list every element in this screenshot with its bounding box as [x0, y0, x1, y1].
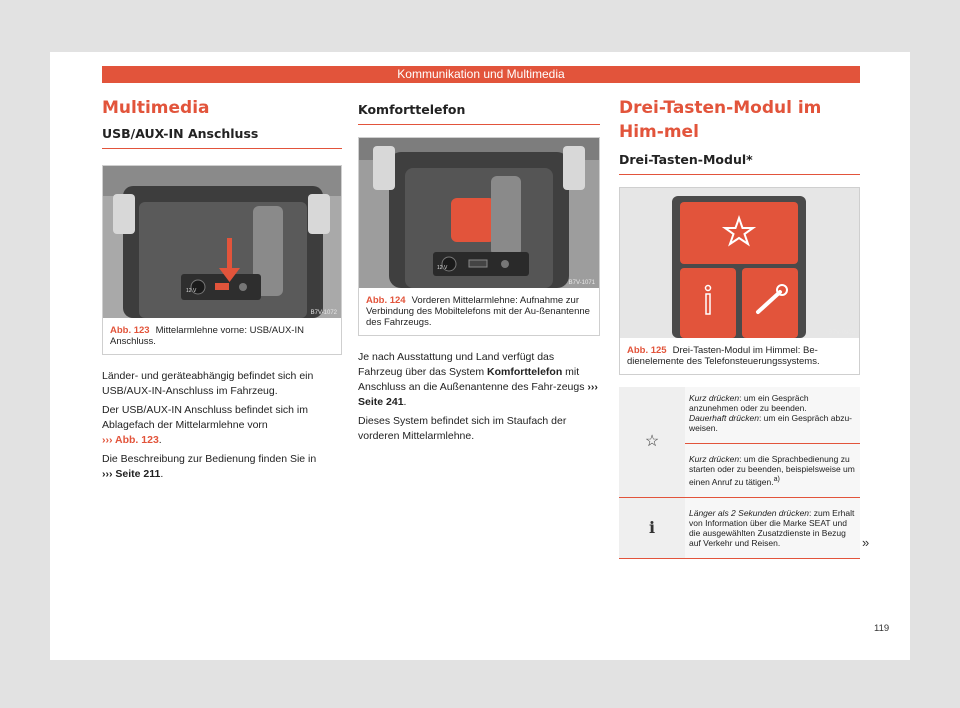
column-usb — [102, 96, 342, 486]
page-number: 119 — [874, 623, 890, 634]
figure-label: Abb. 123 — [110, 325, 150, 336]
figure-label: Abb. 125 — [627, 345, 667, 356]
figure-image-buttons — [620, 188, 859, 338]
figure-caption-text: Vorderen Mittelarmlehne: Aufnahme zur Verbindung des Mobiltelefons mit der Au-ßenantenne des Fahrzeugs. — [366, 295, 590, 328]
figure-caption — [359, 288, 599, 335]
paragraph-end: . — [160, 468, 164, 480]
figure-123 — [102, 165, 342, 355]
paragraph-text: mit Anschluss an die Außenantenne des Fahr-zeugs — [358, 366, 585, 393]
emphasis: Kurz drücken — [689, 393, 740, 403]
paragraph: Länder- und geräteabhängig befindet sich ein USB/AUX-IN-Anschluss im Fahrzeug. — [102, 370, 314, 397]
figure-label: Abb. 124 — [366, 295, 406, 306]
bold-term: Komforttelefon — [486, 366, 563, 378]
figure-124 — [358, 137, 600, 336]
section-subtitle: USB/AUX-IN Anschluss — [102, 126, 342, 149]
paragraph — [102, 452, 342, 482]
cell-text: : um ein Gespräch abzu-weisen. — [689, 413, 853, 433]
paragraph-text: Der USB/AUX-IN Anschluss befindet sich im Ablagefach der Mittelarmlehne vorn — [102, 404, 308, 431]
continue-mark: » — [862, 535, 870, 550]
paragraph-end: . — [158, 434, 162, 446]
section-subtitle: Drei-Tasten-Modul* — [619, 152, 860, 175]
section-title: Drei-Tasten-Modul im Him-mel — [619, 98, 822, 142]
button-table — [619, 387, 860, 559]
paragraph — [102, 403, 342, 448]
paragraph: Dieses System befindet sich im Staufach der vorderen Mittelarmlehne. — [358, 415, 567, 442]
paragraph-text: Je nach Ausstattung und Land verfügt das Fahrzeug über das System — [358, 351, 555, 378]
chapter-header: Kommunikation und Multimedia — [102, 66, 860, 83]
section-title: Komforttelefon — [358, 102, 600, 125]
figure-125 — [619, 187, 860, 375]
table-cell — [685, 387, 860, 444]
figure-caption — [103, 318, 341, 354]
image-code: B7V-1072 — [310, 310, 337, 316]
paragraph-text: Die Beschreibung zur Bedienung finden Sie in — [102, 453, 317, 465]
cell-text: : um die Sprachbedienung zu starten oder zu beenden, beispielsweise um einen Anruf zu tätigen. — [689, 454, 855, 487]
table-row — [619, 387, 860, 444]
emphasis: Länger als 2 Sekunden drücken — [689, 507, 810, 518]
paragraph-end: . — [403, 396, 407, 408]
page-link[interactable]: ››› Seite 211 — [102, 468, 161, 480]
figure-caption-text: Mittelarmlehne vorne: USB/AUX-IN Anschluss. — [110, 325, 304, 347]
socket-label: 12 V — [437, 265, 448, 271]
emphasis: Dauerhaft drücken — [689, 413, 759, 423]
info-icon: i — [619, 497, 685, 558]
section-title: Multimedia — [102, 98, 210, 118]
figure-link[interactable]: ››› Abb. 123 — [102, 434, 159, 446]
image-code: B7V-0903 — [828, 330, 855, 336]
star-icon: ☆ — [619, 387, 685, 497]
emphasis: Kurz drücken — [689, 454, 740, 464]
image-code: B7V-1071 — [568, 280, 595, 286]
figure-caption — [620, 338, 859, 374]
figure-caption-text: Drei-Tasten-Modul im Himmel: Be-dienelemente des Telefonsteuerungssystems. — [627, 345, 820, 367]
socket-label: 12 V — [186, 288, 197, 294]
cell-text: : um ein Gespräch anzunehmen oder zu beenden. — [689, 393, 809, 413]
figure-image-phone — [359, 138, 599, 288]
cell-text: : zum Erhalt von Information über die Marke SEAT und die ausgewählten Zusatzdienste in Bezug auf Verkehr und Reisen. — [689, 507, 855, 548]
paragraph — [358, 350, 600, 410]
figure-image-usb — [103, 166, 341, 318]
footnote-mark: a) — [773, 475, 780, 483]
table-cell — [685, 497, 860, 558]
page-link[interactable]: ››› Seite 241 — [358, 381, 598, 408]
column-drei-tasten — [619, 96, 860, 559]
column-komforttelefon — [358, 96, 600, 448]
table-cell — [685, 444, 860, 498]
table-row — [619, 497, 860, 558]
